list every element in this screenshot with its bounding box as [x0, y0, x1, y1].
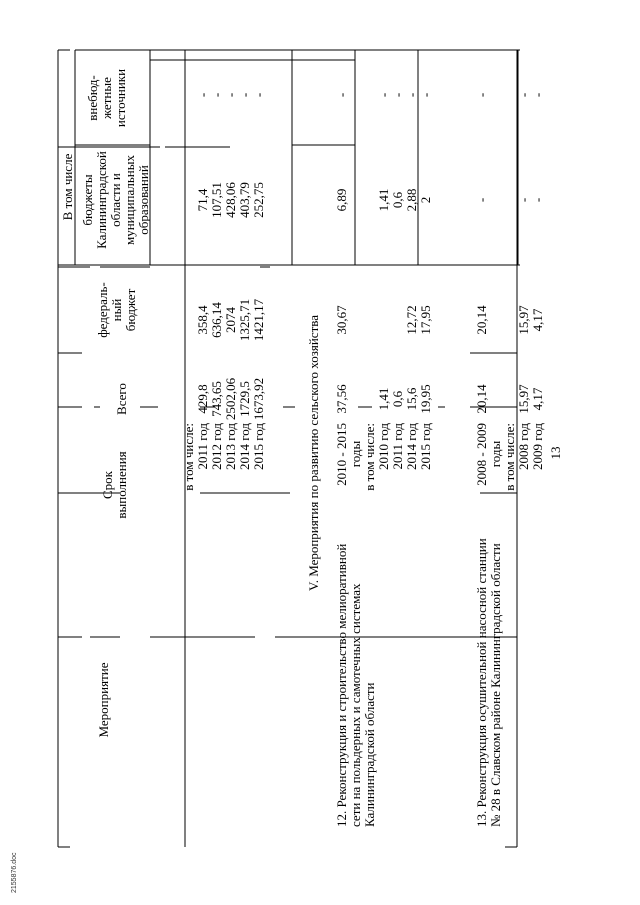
item13-total: 20,14 [474, 384, 489, 414]
group-prev-row-total: 743,65 [209, 381, 224, 417]
group-prev-row-year: 2015 год [251, 423, 266, 470]
item12-row-federal: 17,95 [418, 305, 433, 335]
group-prev [181, 93, 266, 491]
header-term [100, 451, 129, 518]
group-prev-row-year: 2014 год [237, 423, 252, 470]
header-term-line1: Срок [100, 471, 115, 499]
item12-rows [376, 93, 433, 470]
item13-row-offbudget: - [530, 92, 545, 98]
item13-term-line2: годы [488, 440, 503, 468]
item12-row-year: 2014 год [404, 423, 419, 470]
header-regional-line3: области и [108, 173, 123, 227]
item12-row-regional: 2 [418, 196, 433, 204]
item12-row-offbudget: - [376, 92, 391, 98]
group-prev-row-regional: 252,75 [251, 182, 266, 218]
item13-rows [516, 93, 545, 470]
item12-text-line1: 12. Реконструкция и строительство мелиоративной [334, 543, 349, 827]
group-prev-row-federal: 1421,17 [251, 298, 266, 342]
group-prev-label: в том числе: [181, 423, 196, 491]
item12-row-total: 19,95 [418, 384, 433, 414]
group-prev-row-regional: 428,06 [223, 182, 238, 218]
item12-text-line2: сети на польдерных и самотечных системах [348, 583, 363, 827]
group-prev-row-regional: 403,79 [237, 182, 252, 218]
item13-text-line2: № 28 в Славском районе Калининградской области [488, 543, 503, 827]
header-regional-line4: муниципальных [122, 154, 137, 246]
group-prev-row-total: 1673,92 [251, 377, 266, 421]
item12-row-offbudget: - [404, 92, 419, 98]
header-including: В том числе [60, 153, 75, 221]
header-regional-line1: бюджеты [80, 174, 95, 226]
group-prev-row-total: 2502,06 [223, 377, 238, 421]
item12-row-total: 1,41 [376, 387, 391, 411]
item12-row-federal: 12,72 [404, 305, 419, 335]
item12-row-regional: 1,41 [376, 188, 391, 212]
header-federal-line2: ный [109, 298, 124, 322]
item12-federal: 30,67 [334, 305, 349, 335]
page-number: 13 [548, 446, 563, 460]
rotated-table [11, 50, 563, 893]
header-offbudget-line2: жетные [99, 77, 114, 119]
item12-total: 37,56 [334, 384, 349, 414]
group-prev-row-offbudget: - [195, 92, 210, 98]
item13-including-label: в том числе: [502, 423, 517, 491]
item13-offbudget: - [474, 92, 489, 98]
header-offbudget-line1: внебюд- [85, 75, 100, 121]
group-prev-row-offbudget: - [251, 92, 266, 98]
group-prev-row-federal: 2074 [223, 307, 238, 333]
group-prev-row-total: 429,8 [195, 384, 210, 414]
group-prev-row-federal: 358,4 [195, 305, 210, 335]
item12-row-year: 2011 год [390, 423, 405, 470]
item13-text-line1: 13. Реконструкция осушительной насосной станции [474, 538, 489, 827]
file-name: 2155876.doc [11, 852, 18, 893]
item12-row-total: 0,6 [390, 390, 405, 408]
item13-row-offbudget: - [516, 92, 531, 98]
group-prev-row-year: 2013 год [223, 423, 238, 470]
group-prev-row-year: 2011 год [195, 423, 210, 470]
group-prev-row-offbudget: - [223, 92, 238, 98]
header-federal [95, 282, 138, 338]
item12-regional: 6,89 [334, 188, 349, 212]
group-prev-row-offbudget: - [237, 92, 252, 98]
item12-text-line3: Калининградской области [362, 682, 377, 827]
item13-row-total: 4,17 [530, 387, 545, 411]
header-measure: Мероприятие [96, 662, 111, 738]
item12-row-offbudget: - [390, 92, 405, 98]
header-regional [80, 151, 151, 249]
group-prev-row-federal: 636,14 [209, 302, 224, 338]
item-12 [334, 93, 433, 827]
item13-term-line1: 2008 - 2009 [474, 423, 489, 486]
item12-row-regional: 2,88 [404, 188, 419, 212]
header-term-line2: выполнения [114, 451, 129, 519]
item12-row-regional: 0,6 [390, 191, 405, 209]
item12-including-label: в том числе: [362, 423, 377, 491]
header-federal-line1: федераль- [95, 282, 110, 338]
header-regional-line5: образований [136, 165, 151, 235]
header-federal-line3: бюджет [123, 288, 138, 332]
item12-term-line1: 2010 - 2015 [334, 423, 349, 486]
group-prev-row-federal: 1325,71 [237, 298, 252, 342]
item13-row-federal: 4,17 [530, 308, 545, 332]
item13-row-regional: - [516, 197, 531, 203]
item13-federal: 20,14 [474, 305, 489, 335]
group-prev-row-regional: 71,4 [195, 188, 210, 212]
section-title: V. Мероприятия по развитию сельского хозяйства [306, 314, 321, 592]
item13-row-year: 2009 год [530, 423, 545, 470]
item12-row-year: 2015 год [418, 423, 433, 470]
header-total: Всего [114, 383, 129, 415]
item13-regional: - [474, 197, 489, 203]
item12-offbudget: - [334, 92, 349, 98]
item13-row-total: 15,97 [516, 384, 531, 414]
item12-row-year: 2010 год [376, 423, 391, 470]
header-regional-line2: Калининградской [94, 151, 109, 249]
group-prev-row-year: 2012 год [209, 423, 224, 470]
item12-row-offbudget: - [418, 92, 433, 98]
item13-row-regional: - [530, 197, 545, 203]
item13-row-federal: 15,97 [516, 305, 531, 335]
item12-row-total: 15,6 [404, 387, 419, 411]
group-prev-rows [195, 93, 266, 470]
header-offbudget-line3: источники [113, 68, 128, 128]
item-13 [474, 93, 545, 827]
group-prev-row-offbudget: - [209, 92, 224, 98]
group-prev-row-regional: 107,51 [209, 182, 224, 218]
item13-row-year: 2008 год [516, 423, 531, 470]
header-offbudget [85, 69, 128, 127]
item12-term-line2: годы [348, 440, 363, 468]
group-prev-row-total: 1729,5 [237, 381, 252, 417]
